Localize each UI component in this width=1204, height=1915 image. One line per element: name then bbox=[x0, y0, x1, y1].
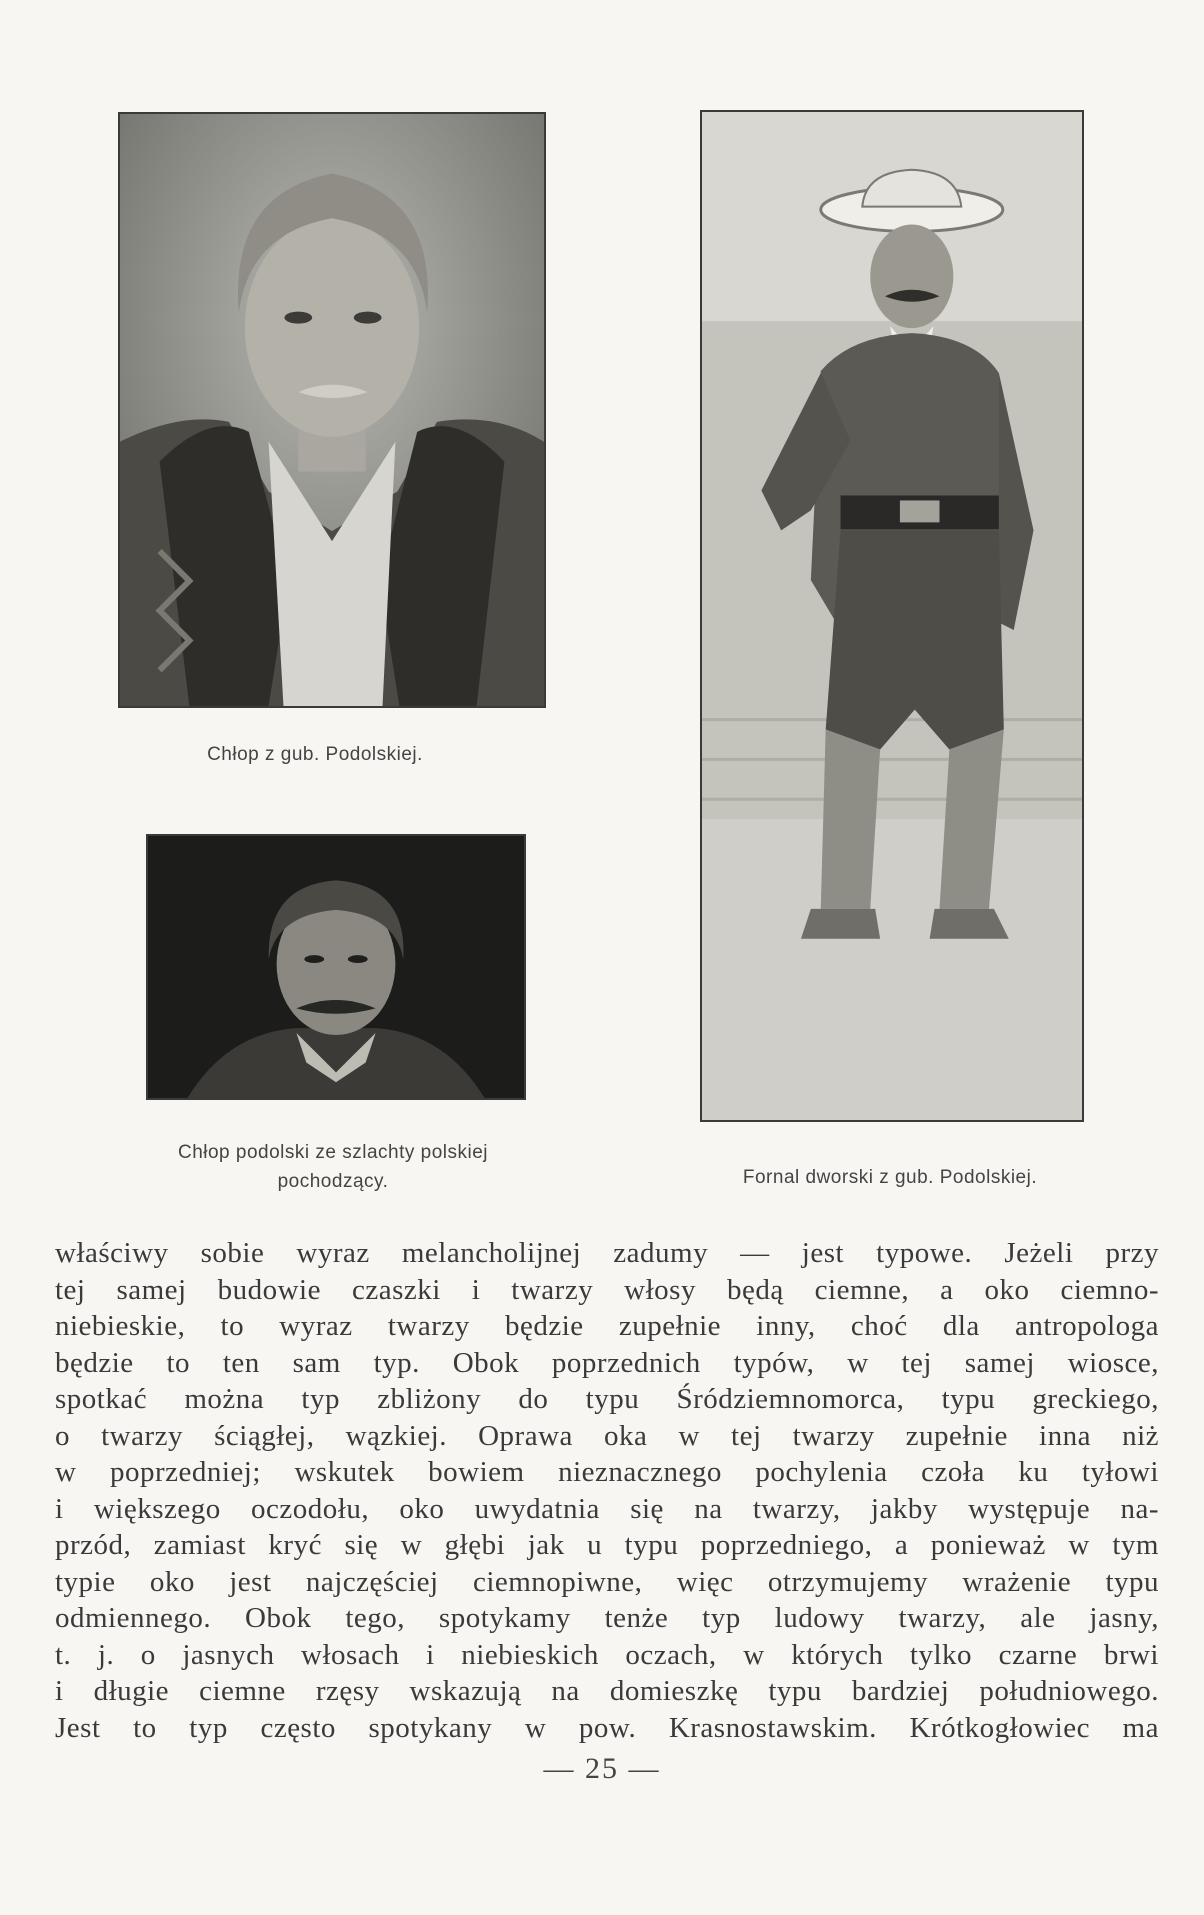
body-line: i długie ciemne rzęsy wskazują na domieszkę typu bardziej południowego. bbox=[55, 1675, 1159, 1707]
body-line: właściwy sobie wyraz melancholijnej zadumy — jest typowe. Jeżeli przy bbox=[55, 1237, 1159, 1269]
body-line: tej samej budowie czaszki i twarzy włosy będą ciemne, a oko ciemno- bbox=[55, 1273, 1159, 1306]
body-line: przód, zamiast kryć się w głębi jak u typu poprzedniego, a ponieważ w tym bbox=[55, 1529, 1159, 1561]
caption-szlachta-peasant bbox=[120, 1138, 546, 1196]
page-number: — 25 — bbox=[543, 1752, 661, 1785]
body-text bbox=[55, 1235, 1159, 1746]
caption-old-peasant: Chłop z gub. Podolskiej. bbox=[207, 744, 423, 765]
body-line: odmiennego. Obok tego, spotykamy tenże typ ludowy twarzy, ale jasny, bbox=[55, 1602, 1159, 1634]
photo-old-peasant bbox=[118, 112, 546, 708]
body-line: typie oko jest najczęściej ciemnopiwne, więc otrzymujemy wrażenie typu bbox=[55, 1565, 1159, 1598]
caption-szlachta-line-2: pochodzący. bbox=[277, 1171, 389, 1192]
body-line: t. j. o jasnych włosach i niebieskich oczach, w których tylko czarne brwi bbox=[55, 1638, 1159, 1671]
caption-farmhand: Fornal dworski z gub. Podolskiej. bbox=[742, 1167, 1038, 1188]
body-line: i większego oczodołu, oko uwydatnia się na twarzy, jakby występuje na- bbox=[55, 1492, 1159, 1525]
body-line: w poprzedniej; wskutek bowiem nieznacznego pochylenia czoła ku tyłowi bbox=[55, 1456, 1159, 1488]
body-line: Jest to typ często spotykany w pow. Krasnostawskim. Krótkogłowiec ma bbox=[55, 1711, 1159, 1744]
photo-farmhand bbox=[700, 110, 1084, 1122]
body-line: będzie to ten sam typ. Obok poprzednich typów, w tej samej wiosce, bbox=[55, 1346, 1159, 1379]
caption-szlachta-line-1: Chłop podolski ze szlachty polskiej bbox=[177, 1142, 489, 1163]
photo-szlachta-peasant bbox=[146, 834, 526, 1100]
body-line: spotkać można typ zbliżony do typu Śródziemnomorca, typu greckiego, bbox=[55, 1383, 1159, 1415]
body-line: o twarzy ściągłej, wązkiej. Oprawa oka w tej twarzy zupełnie inna niż bbox=[55, 1419, 1159, 1452]
body-line: niebieskie, to wyraz twarzy będzie zupełnie inny, choć dla antropologa bbox=[55, 1310, 1159, 1342]
